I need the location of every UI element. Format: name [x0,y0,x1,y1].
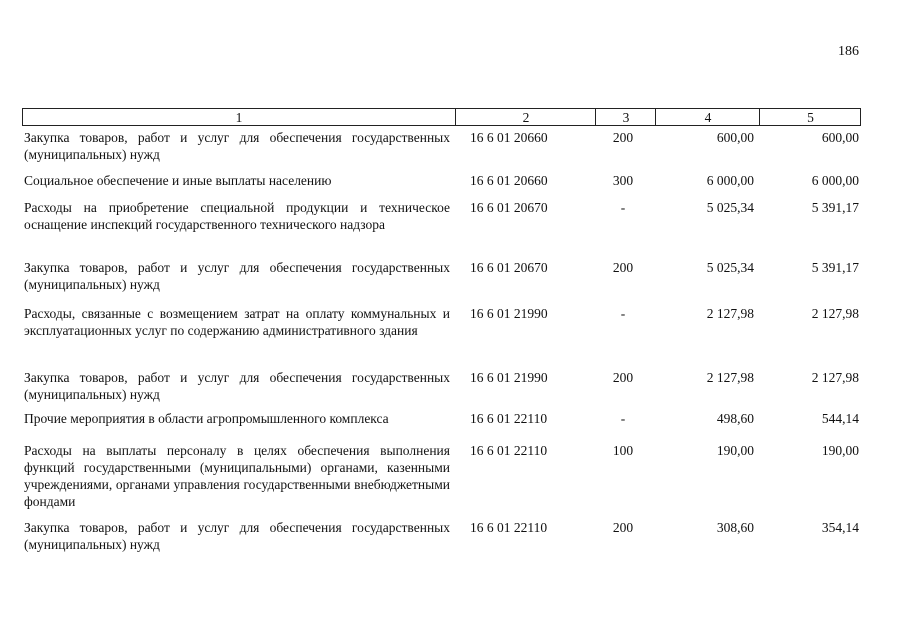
row-type: - [620,200,626,215]
row-value-col4: 308,60 [716,520,754,535]
row-type: 300 [612,173,634,188]
row-type: 200 [612,130,634,145]
row-code: 16 6 01 20670 [470,200,548,215]
row-name: Расходы на выплаты персоналу в целях обеспечения выполнения функций государственными (муниципальными) органами, казенными учреждениями, органами управления государственными внебюджетными фондами [24,443,450,509]
row-type: - [620,411,626,426]
row-code: 16 6 01 20660 [470,173,548,188]
row-name: Социальное обеспечение и иные выплаты населению [24,173,332,188]
row-value-col5: 6 000,00 [811,173,859,188]
row-code: 16 6 01 22110 [470,411,548,426]
row-code: 16 6 01 22110 [470,443,548,458]
header-col-3: 3 [595,109,656,125]
header-col-4: 4 [655,109,760,125]
row-value-col4: 2 127,98 [706,306,754,321]
header-col-1: 1 [235,110,243,125]
row-value-col5: 2 127,98 [811,306,859,321]
row-name: Закупка товаров, работ и услуг для обеспечения государственных (муниципальных) нужд [24,130,450,162]
table-header [22,108,861,126]
row-value-col5: 600,00 [821,130,859,145]
row-name: Закупка товаров, работ и услуг для обеспечения государственных (муниципальных) нужд [24,370,450,402]
row-value-col4: 2 127,98 [706,370,754,385]
row-value-col5: 5 391,17 [811,200,859,215]
row-value-col4: 190,00 [716,443,754,458]
row-name: Расходы на приобретение специальной продукции и техническое оснащение инспекций государственного технического надзора [24,200,450,232]
row-value-col5: 5 391,17 [811,260,859,275]
row-value-col5: 2 127,98 [811,370,859,385]
row-value-col4: 5 025,34 [706,200,754,215]
row-code: 16 6 01 21990 [470,306,548,321]
row-type: 200 [612,520,634,535]
header-col-5: 5 [759,109,861,125]
row-type: - [620,306,626,321]
row-code: 16 6 01 20660 [470,130,548,145]
page-number: 186 [838,44,859,59]
row-value-col4: 498,60 [716,411,754,426]
row-value-col5: 354,14 [821,520,859,535]
row-value-col4: 5 025,34 [706,260,754,275]
row-code: 16 6 01 20670 [470,260,548,275]
row-type: 200 [612,260,634,275]
row-value-col5: 190,00 [821,443,859,458]
row-code: 16 6 01 21990 [470,370,548,385]
row-name: Расходы, связанные с возмещением затрат на оплату коммунальных и эксплуатационных услуг по содержанию административного здания [24,306,450,338]
row-name: Закупка товаров, работ и услуг для обеспечения государственных (муниципальных) нужд [24,520,450,552]
row-value-col5: 544,14 [821,411,859,426]
header-col-2: 2 [455,109,596,125]
row-type: 100 [612,443,634,458]
row-name: Закупка товаров, работ и услуг для обеспечения государственных (муниципальных) нужд [24,260,450,292]
row-value-col4: 6 000,00 [706,173,754,188]
row-value-col4: 600,00 [716,130,754,145]
row-type: 200 [612,370,634,385]
row-code: 16 6 01 22110 [470,520,548,535]
row-name: Прочие мероприятия в области агропромышленного комплекса [24,411,389,426]
